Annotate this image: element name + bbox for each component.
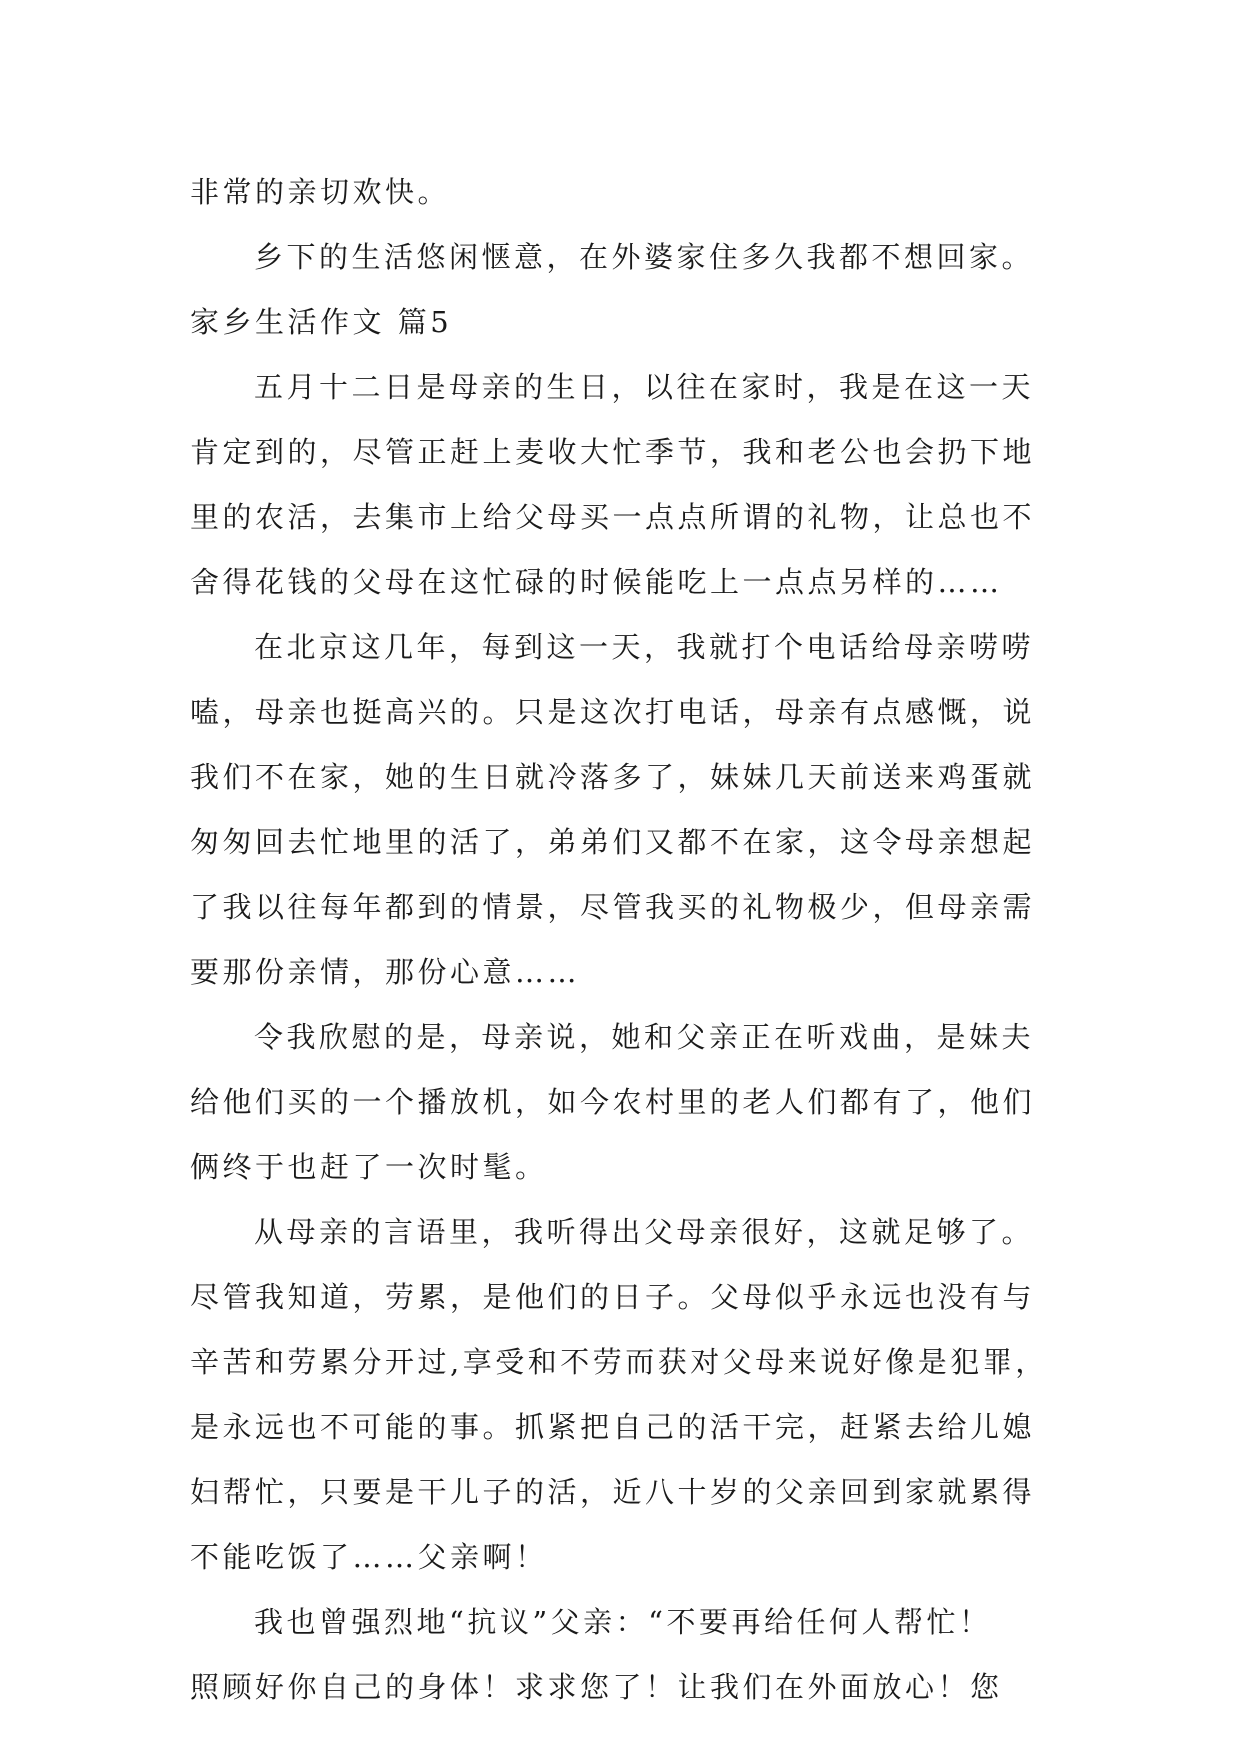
text-line: 我也曾强烈地“抗议”父亲：“不要再给任何人帮忙！ [254,1605,992,1639]
text-line: 辛苦和劳累分开过,享受和不劳而获对父母来说好像是犯罪， [190,1345,1048,1379]
text-line: 肯定到的，尽管正赶上麦收大忙季节，我和老公也会扔下地 [190,435,1036,469]
text-line: 我们不在家，她的生日就冷落多了，妹妹几天前送来鸡蛋就 [190,760,1036,794]
text-line: 妇帮忙，只要是干儿子的活，近八十岁的父亲回到家就累得 [190,1475,1036,1509]
text-line: 不能吃饭了……父亲啊！ [190,1540,548,1574]
text-line: 尽管我知道，劳累，是他们的日子。父母似乎永远也没有与 [190,1280,1036,1314]
text-line: 是永远也不可能的事。抓紧把自己的活干完，赶紧去给儿媳 [190,1410,1036,1444]
text-line: 俩终于也赶了一次时髦。 [190,1150,548,1184]
text-line: 从母亲的言语里，我听得出父母亲很好，这就足够了。 [254,1215,1035,1249]
text-line: 嗑，母亲也挺高兴的。只是这次打电话，母亲有点感慨，说 [190,695,1036,729]
text-line: 给他们买的一个播放机，如今农村里的老人们都有了，他们 [190,1085,1036,1119]
text-line: 里的农活，去集市上给父母买一点点所谓的礼物，让总也不 [190,500,1036,534]
text-line: 乡下的生活悠闲惬意，在外婆家住多久我都不想回家。 [254,240,1035,274]
text-line: 在北京这几年，每到这一天，我就打个电话给母亲唠唠 [254,630,1035,664]
section-heading: 家乡生活作文 篇5 [190,305,453,339]
text-line: 要那份亲情，那份心意…… [190,955,581,989]
text-line: 匆匆回去忙地里的活了，弟弟们又都不在家，这令母亲想起 [190,825,1036,859]
text-line: 五月十二日是母亲的生日，以往在家时，我是在这一天 [254,370,1035,404]
text-line: 照顾好你自己的身体！求求您了！让我们在外面放心！您 [190,1670,1003,1704]
document-text [190,160,1070,1720]
text-line: 令我欣慰的是，母亲说，她和父亲正在听戏曲，是妹夫 [254,1020,1035,1054]
text-line: 舍得花钱的父母在这忙碌的时候能吃上一点点另样的…… [190,565,1003,599]
text-line: 了我以往每年都到的情景，尽管我买的礼物极少，但母亲需 [190,890,1036,924]
text-line: 非常的亲切欢快。 [190,175,451,209]
